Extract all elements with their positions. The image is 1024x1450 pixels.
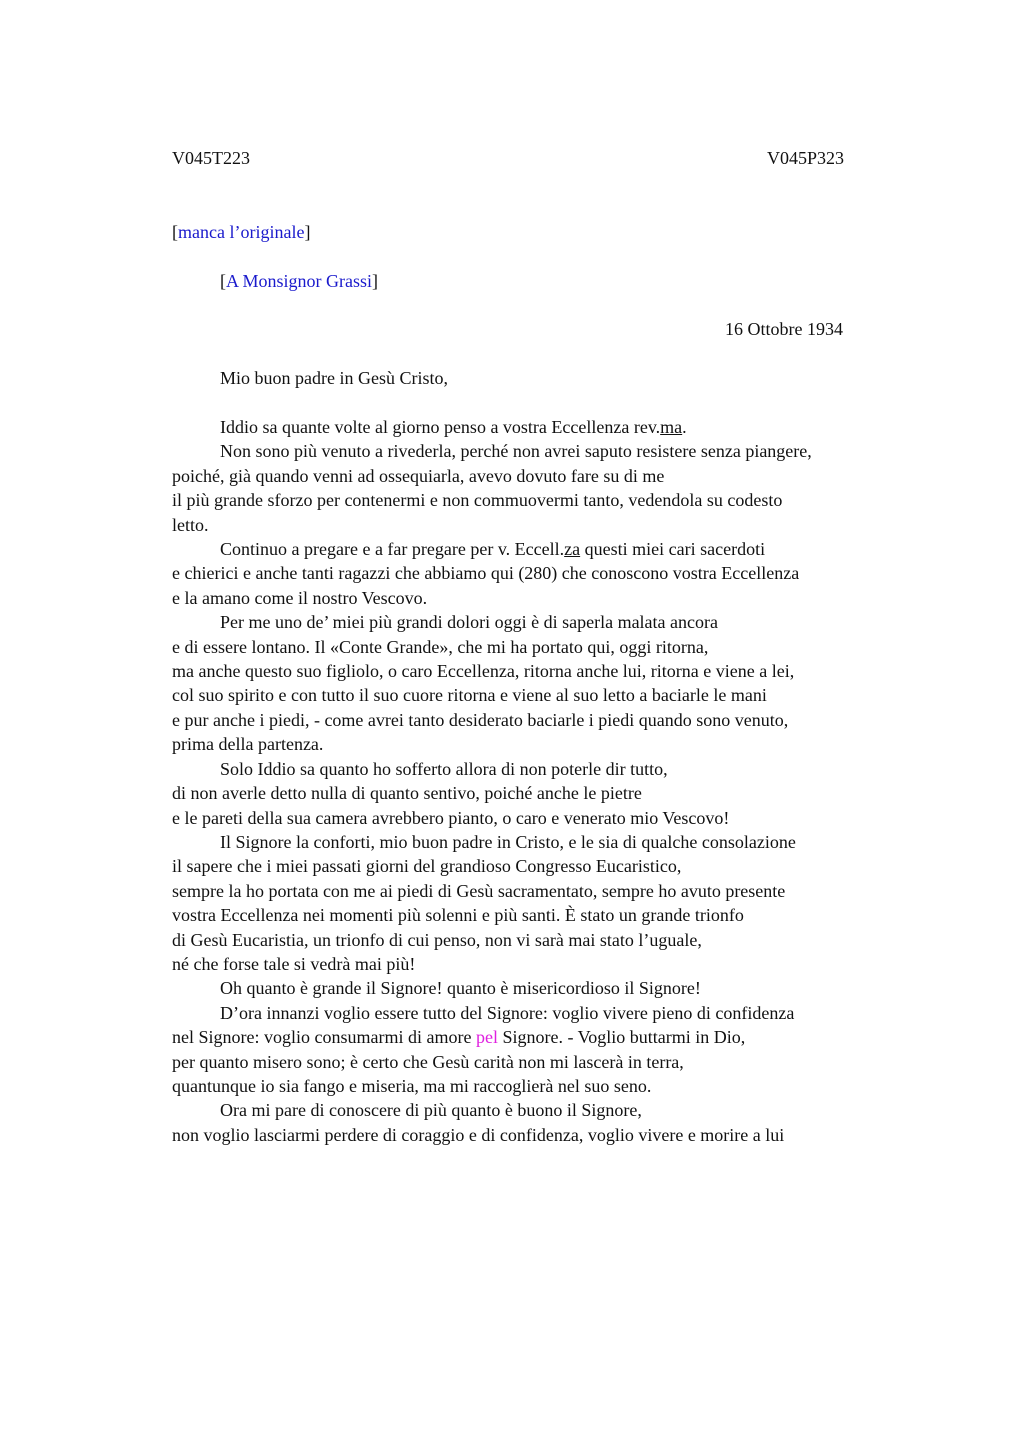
body-line [172,537,912,561]
letter-body [172,415,912,1147]
body-line: né che forse tale si vedrà mai più! [172,953,416,974]
body-line: di non averle detto nulla di quanto sentivo, poiché anche le pietre [172,783,642,804]
note-text: manca l’originale [178,222,305,242]
body-line: letto. [172,514,209,535]
text-run: Continuo a pregare e a far pregare per v. Eccell. [220,539,565,560]
addressee-open-bracket: [ [220,271,226,291]
body-line: Solo Iddio sa quanto ho sofferto allora di non poterle dir tutto, [220,758,668,779]
body-line: Ora mi pare di conoscere di più quanto è buono il Signore, [220,1100,642,1121]
text-run: nel Signore: voglio consumarmi di amore [172,1027,476,1048]
addressee-text: A Monsignor Grassi [226,271,373,291]
body-line: prima della partenza. [172,734,324,755]
text-run: . [682,417,687,437]
body-line: Oh quanto è grande il Signore! quanto è misericordioso il Signore! [220,978,701,999]
abbreviation-superscript: za [564,539,581,560]
text-run: Signore. - Voglio buttarmi in Dio, [497,1027,746,1048]
note-open-bracket: [ [172,222,178,242]
text-run: Iddio sa quante volte al giorno penso a vostra Eccellenza rev. [220,417,661,437]
addressee [220,269,378,293]
body-line: sempre la ho portata con me ai piedi di Gesù sacramentato, sempre ho avuto presente [172,880,786,901]
abbreviation-superscript: ma [660,417,683,437]
body-line [172,1025,912,1049]
body-line: e le pareti della sua camera avrebbero pianto, o caro e venerato mio Vescovo! [172,807,730,828]
body-line: vostra Eccellenza nei momenti più solenni e più santi. È stato un grande trionfo [172,905,744,926]
body-line [172,415,912,439]
body-line: per quanto misero sono; è certo che Gesù carità non mi lascerà in terra, [172,1051,684,1072]
letter-date: 16 Ottobre 1934 [725,319,843,339]
volume-text-code: V045T223 [172,148,250,168]
body-line: Per me uno de’ miei più grandi dolori oggi è di saperla malata ancora [220,612,718,633]
addressee-close-bracket: ] [372,271,379,291]
body-line: quantunque io sia fango e miseria, ma mi raccoglierà nel suo seno. [172,1075,652,1096]
body-line: e pur anche i piedi, - come avrei tanto desiderato baciarle i piedi quando sono venuto, [172,709,789,730]
body-line: e di essere lontano. Il «Conte Grande», che mi ha portato qui, oggi ritorna, [172,636,709,657]
body-line: Non sono più venuto a rivederla, perché non avrei saputo resistere senza piangere, [220,441,812,462]
body-line: Il Signore la conforti, mio buon padre in Cristo, e le sia di qualche consolazione [220,831,796,852]
body-line: non voglio lasciarmi perdere di coraggio e di confidenza, voglio vivere e morire a lui [172,1124,785,1145]
body-line: D’ora innanzi voglio essere tutto del Signore: voglio vivere pieno di confidenza [220,1002,795,1023]
note-close-bracket: ] [304,222,311,242]
body-line: e chierici e anche tanti ragazzi che abbiamo qui (280) che conoscono vostra Eccellenza [172,563,800,584]
body-line: di Gesù Eucaristia, un trionfo di cui penso, non vi sarà mai stato l’uguale, [172,929,702,950]
body-line: il più grande sforzo per contenermi e non commuovermi tanto, vedendola su codesto [172,490,783,511]
body-line: e la amano come il nostro Vescovo. [172,587,428,608]
body-line: il sapere che i miei passati giorni del grandioso Congresso Eucaristico, [172,856,682,877]
body-line: ma anche questo suo figliolo, o caro Eccellenza, ritorna anche lui, ritorna e viene a lei, [172,661,795,682]
document-header [172,146,844,170]
text-run: questi miei cari sacerdoti [580,539,766,560]
editorial-note [172,220,310,244]
body-line: col suo spirito e con tutto il suo cuore ritorna e viene al suo letto a baciarle le mani [172,685,767,706]
body-line: poiché, già quando venni ad ossequiarla, avevo dovuto fare su di me [172,465,665,486]
salutation: Mio buon padre in Gesù Cristo, [220,368,448,388]
volume-page-code: V045P323 [766,148,844,168]
highlighted-word: pel [475,1027,498,1048]
